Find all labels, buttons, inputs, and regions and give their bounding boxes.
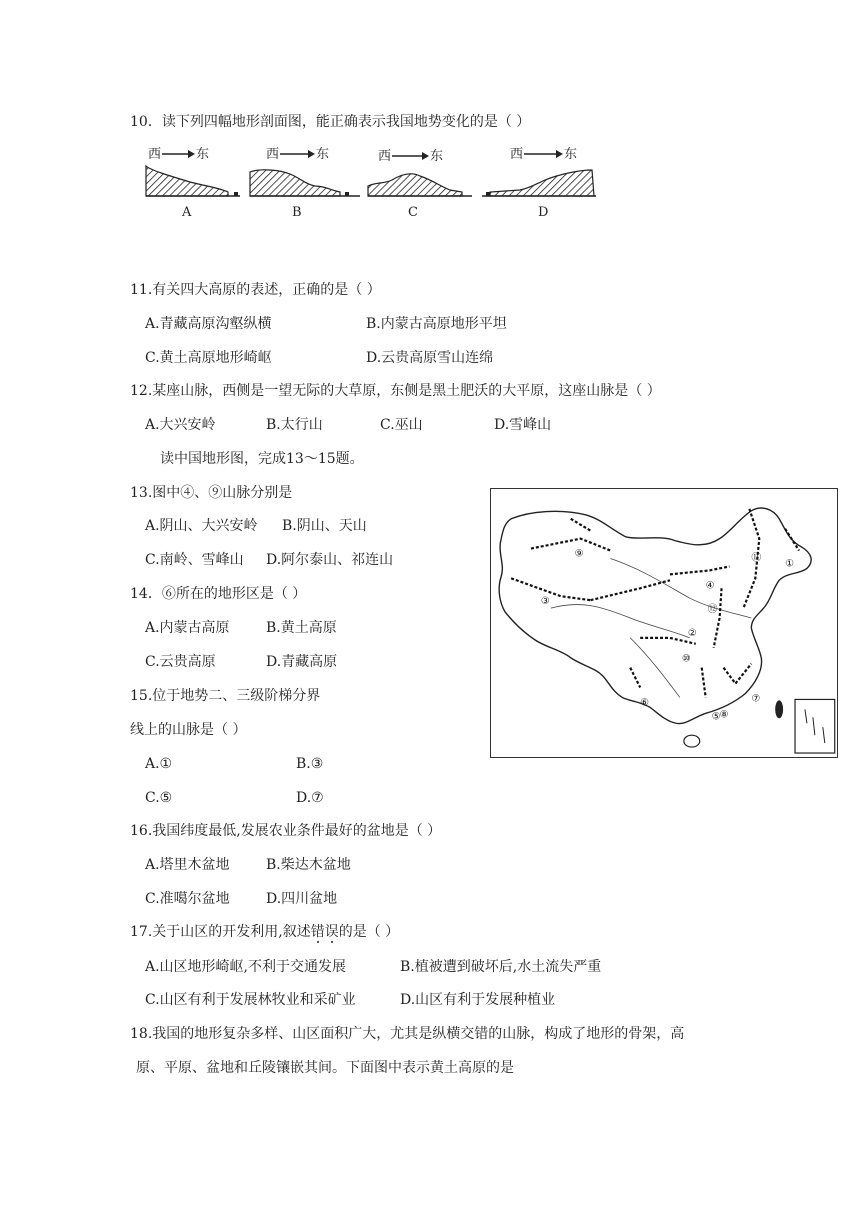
profile-a (146, 147, 240, 220)
question-10-text: 10．读下列四幅地形剖面图，能正确表示我国地势变化的是（ ） (130, 114, 531, 130)
q15-option-c[interactable]: C.⑤ (145, 790, 173, 806)
profile-c-label: C (408, 205, 418, 220)
q16-option-a[interactable]: A.塔里木盆地 (145, 857, 230, 873)
q16-option-d[interactable]: D.四川盆地 (266, 891, 338, 907)
q17-option-a[interactable]: A.山区地形崎岖,不利于交通发展 (145, 959, 347, 975)
question-18-text-line2: 原、平原、盆地和丘陵镶嵌其间。下面图中表示黄土高原的是 (136, 1060, 514, 1076)
map-label-11: ⑪ (751, 552, 762, 564)
question-15-text-line2: 线上的山脉是（ ） (130, 722, 247, 738)
q16-option-c[interactable]: C.准噶尔盆地 (145, 891, 230, 907)
q15-option-d[interactable]: D.⑦ (296, 790, 324, 806)
map-label-9: ⑨ (574, 548, 584, 560)
q17-option-d[interactable]: D.山区有利于发展种植业 (400, 992, 556, 1008)
profile-c-east: 东 (430, 149, 444, 164)
china-map-svg (491, 489, 837, 757)
q15-option-b[interactable]: B.③ (296, 756, 324, 772)
q17-emphasis-1: 错 (310, 924, 325, 940)
q17-option-c[interactable]: C.山区有利于发展林牧业和采矿业 (145, 992, 356, 1008)
q14-option-b[interactable]: B.黄土高原 (266, 620, 337, 636)
q14-option-d[interactable]: D.青藏高原 (266, 654, 338, 670)
question-14-text: 14．⑥所在的地形区是（ ） (130, 586, 307, 602)
question-13-text: 13.图中④、⑨山脉分别是 (130, 485, 293, 501)
q13-option-c[interactable]: C.南岭、雪峰山 (145, 552, 244, 568)
profile-a-east: 东 (196, 147, 210, 162)
map-label-7: ⑦ (751, 693, 761, 705)
map-label-10: ⑩ (681, 653, 691, 665)
q14-option-a[interactable]: A.内蒙古高原 (145, 620, 230, 636)
profile-d-east: 东 (564, 147, 578, 162)
q12-option-d[interactable]: D.雪峰山 (494, 417, 552, 433)
reading-intro: 读中国地形图，完成13～15题。 (160, 451, 364, 467)
q17-text-post: 的是（ ） (338, 924, 400, 940)
q11-option-a[interactable]: A.青藏高原沟壑纵横 (145, 316, 272, 332)
q15-option-a[interactable]: A.① (145, 756, 173, 772)
q13-option-a[interactable]: A.阴山、大兴安岭 (145, 518, 258, 534)
map-label-6: ⑥ (640, 697, 650, 709)
question-15-text-line1: 15.位于地势二、三级阶梯分界 (130, 688, 321, 704)
profile-d-west: 西 (510, 147, 524, 162)
q11-option-b[interactable]: B.内蒙古高原地形平坦 (366, 316, 507, 332)
q13-option-d[interactable]: D.阿尔泰山、祁连山 (266, 552, 394, 568)
map-label-5: ⑤ (711, 711, 721, 723)
map-label-2: ② (687, 627, 697, 639)
q13-option-b[interactable]: B.阴山、天山 (282, 518, 367, 534)
map-label-8: ⑧ (719, 709, 729, 721)
map-label-3: ③ (540, 596, 550, 608)
question-17-text (130, 922, 399, 942)
q12-option-b[interactable]: B.太行山 (266, 417, 323, 433)
profile-b (250, 147, 360, 220)
q12-option-a[interactable]: A.大兴安岭 (145, 417, 216, 433)
china-terrain-map (490, 488, 838, 758)
question-18-text-line1: 18.我国的地形复杂多样、山区面积广大，尤其是纵横交错的山脉，构成了地形的骨架，高 (130, 1026, 685, 1042)
q17-text-pre: 17.关于山区的开发利用,叙述 (130, 924, 311, 940)
q12-option-c[interactable]: C.巫山 (380, 417, 423, 433)
terrain-profiles (140, 140, 600, 226)
q11-option-c[interactable]: C.黄土高原地形崎岖 (145, 350, 272, 366)
question-12-text: 12.某座山脉，西侧是一望无际的大草原，东侧是黑土肥沃的大平原，这座山脉是（ ） (130, 383, 661, 399)
q14-option-c[interactable]: C.云贵高原 (145, 654, 216, 670)
profile-b-east: 东 (316, 147, 330, 162)
profile-a-label: A (182, 205, 192, 220)
q17-option-b[interactable]: B.植被遭到破坏后,水土流失严重 (400, 959, 602, 975)
profile-d-label: D (538, 205, 549, 220)
map-label-4: ④ (705, 580, 715, 592)
profile-a-west: 西 (148, 147, 162, 162)
q11-option-d[interactable]: D.云贵高原雪山连绵 (366, 350, 494, 366)
profile-b-label: B (292, 205, 302, 220)
map-label-12: ⑫ (707, 604, 718, 616)
q17-emphasis-2: 误 (324, 924, 339, 940)
profile-d (482, 147, 596, 220)
map-label-1: ① (785, 558, 794, 570)
question-11-text: 11.有关四大高原的表述，正确的是（ ） (130, 282, 381, 298)
question-16-text: 16.我国纬度最低,发展农业条件最好的盆地是（ ） (130, 823, 442, 839)
q16-option-b[interactable]: B.柴达木盆地 (266, 857, 351, 873)
profile-b-west: 西 (266, 147, 280, 162)
profile-c (368, 149, 472, 220)
profile-c-west: 西 (378, 149, 392, 164)
